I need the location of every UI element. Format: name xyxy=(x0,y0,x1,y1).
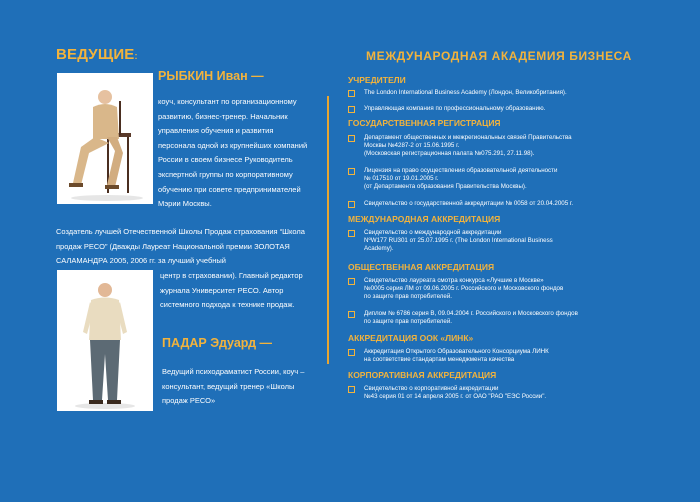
state-registration-item-1: Департамент общественных и межрегиональных связей Правительства Москвы №4287-2 от 15.06.1995 г. (Московская регистрационная палата №075.291, 27.11.98). xyxy=(348,134,648,158)
checkbox-icon xyxy=(348,135,355,142)
state-registration-item-3: Свидетельство о государственной аккредитации № 0058 от 20.04.2005 г. xyxy=(348,200,648,208)
column-divider xyxy=(327,96,329,364)
checkbox-icon xyxy=(348,168,355,175)
presenters-heading: ВЕДУЩИЕ: xyxy=(56,46,138,63)
international-accreditation-item-1: Свидетельство о международной аккредитации NºW177 RU301 от 25.07.1995 г. (The London International Business Academy). xyxy=(348,229,648,253)
public-accreditation-item-1: Свидетельство лауреата смотра конкурса «Лучшие в Москве» №0005 серия ЛМ от 09.06.2005 г. Российского и Московского фондов по защите прав потребителей. xyxy=(348,277,648,301)
corporate-accreditation-item-1: Свидетельство о корпоративной аккредитации №43 серия 01 от 14 апреля 2005 г. от ОАО "РАО "ЕЭС России". xyxy=(348,385,648,401)
checkbox-icon xyxy=(348,386,355,393)
presenter1-bio-continued: Создатель лучшей Отечественной Школы Продаж страхования “Школа продаж РЕСО” (Дважды Лауреат Национальной премии ЗОЛОТАЯ САЛАМАНДРА 2005, 2006 гг. за лучший учебный xyxy=(56,227,305,266)
checkbox-icon xyxy=(348,201,355,208)
checkbox-icon xyxy=(348,278,355,285)
founders-item-2: Управляющая компания по профессиональному образованию. xyxy=(348,105,648,113)
checkbox-icon xyxy=(348,230,355,237)
checkbox-icon xyxy=(348,311,355,318)
section-public-accreditation-title: ОБЩЕСТВЕННАЯ АККРЕДИТАЦИЯ xyxy=(348,262,495,272)
presenter1-name: РЫБКИН Иван — xyxy=(158,69,264,83)
checkbox-icon xyxy=(348,349,355,356)
link-accreditation-item-1: Аккредитация Открытого Образовательного Консорциума ЛИНК на соответствие стандартам менеджмента качества xyxy=(348,348,648,364)
checkbox-icon xyxy=(348,90,355,97)
checkbox-icon xyxy=(348,106,355,113)
presenter2-bio: Ведущий психодраматист России, коуч – консультант, ведущий тренер «Школы продаж РЕСО» xyxy=(162,367,305,406)
public-accreditation-item-2: Диплом № 6786 серия В, 09.04.2004 г. Российского и Московского фондов по защите прав потребителей. xyxy=(348,310,648,326)
presenter1-bio: коуч, консультант по организационному развитию, бизнес-тренер. Начальник управления обучения и развития персонала одной из крупнейших компаний России в своем бизнесе Руководитель экспертной группы по корпоративному обучению при совете предпринимателей Мэрии Москвы. xyxy=(158,97,308,209)
section-international-accreditation-title: МЕЖДУНАРОДНАЯ АККРЕДИТАЦИЯ xyxy=(348,214,501,224)
academy-heading: МЕЖДУНАРОДНАЯ АКАДЕМИЯ БИЗНЕСА xyxy=(366,49,632,63)
presenter1-photo xyxy=(57,73,153,204)
section-link-accreditation-title: АККРЕДИТАЦИЯ ООК «ЛИНК» xyxy=(348,333,474,343)
founders-item-1: The London International Business Academy (Лондон, Великобритания). xyxy=(348,89,648,97)
presenter2-name: ПАДАР Эдуард — xyxy=(162,336,273,350)
section-founders-title: УЧРЕДИТЕЛИ xyxy=(348,75,406,85)
section-state-registration-title: ГОСУДАРСТВЕННАЯ РЕГИСТРАЦИЯ xyxy=(348,118,501,128)
presenter2-photo xyxy=(57,270,153,411)
section-corporate-accreditation-title: КОРПОРАТИВНАЯ АККРЕДИТАЦИЯ xyxy=(348,370,497,380)
state-registration-item-2: Лицензия на право осуществления образовательной деятельности № 017510 от 19.01.2005 г. (от Департамента образования Правительства Москвы). xyxy=(348,167,648,191)
presenter1-bio-end: центр в страховании). Главный редактор журнала Университет РЕСО. Автор системного подхода к технике продаж. xyxy=(160,271,303,310)
